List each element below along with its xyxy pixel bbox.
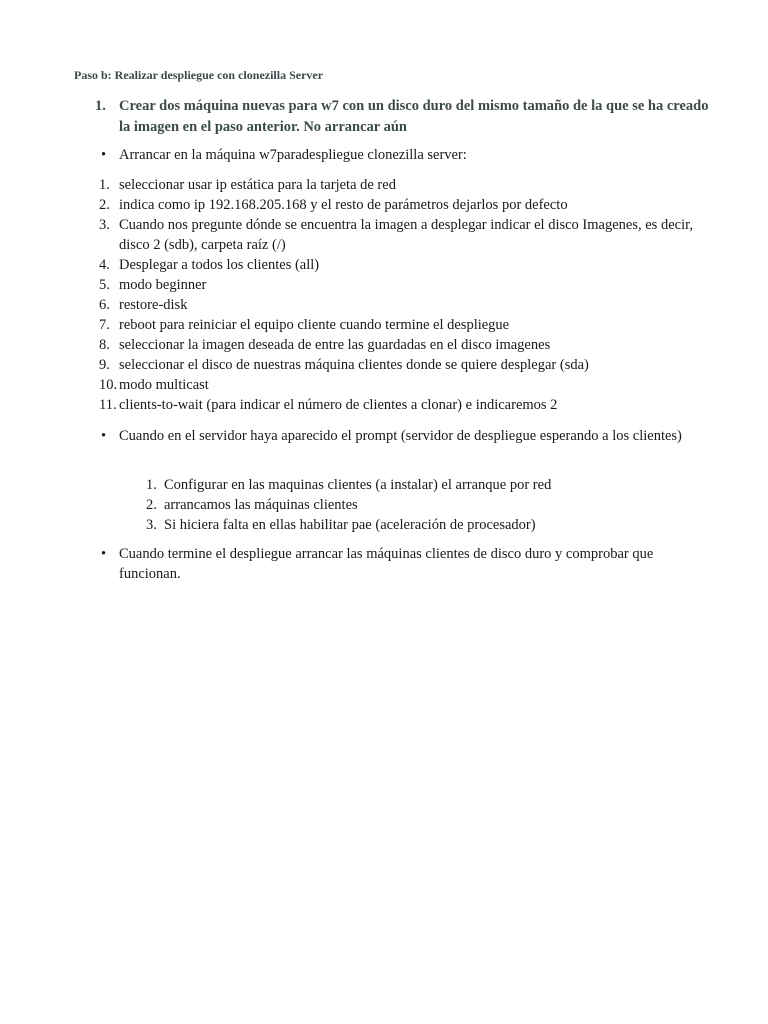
list-text: seleccionar la imagen deseada de entre las guardadas en el disco imagenes bbox=[119, 337, 551, 353]
bullet-glyph: • bbox=[101, 546, 107, 562]
list-item bbox=[99, 355, 709, 375]
list-item bbox=[99, 315, 709, 335]
list-text: clients-to-wait (para indicar el número de clientes a clonar) e indicaremos 2 bbox=[119, 397, 558, 413]
list-item bbox=[99, 275, 709, 295]
list-item bbox=[99, 295, 709, 315]
list-number: 10. bbox=[99, 377, 118, 393]
list-text: Configurar en las maquinas clientes (a instalar) el arranque por red bbox=[164, 477, 552, 493]
bullet-item bbox=[101, 145, 701, 165]
list-text: reboot para reiniciar el equipo cliente cuando termine el despliegue bbox=[119, 317, 510, 333]
list-item bbox=[99, 255, 709, 275]
list-number: 3. bbox=[146, 517, 157, 533]
list-number: 8. bbox=[99, 337, 110, 353]
list-item bbox=[99, 195, 709, 215]
list-text: arrancamos las máquinas clientes bbox=[164, 497, 358, 513]
list-item bbox=[99, 175, 709, 195]
list-number: 5. bbox=[99, 277, 110, 293]
bullet-glyph: • bbox=[101, 428, 107, 444]
list-number: 2. bbox=[146, 497, 157, 513]
steps-list bbox=[99, 175, 709, 415]
list-number: 1. bbox=[146, 477, 157, 493]
list-number: 6. bbox=[99, 297, 110, 313]
list-text: Si hiciera falta en ellas habilitar pae (aceleración de procesador) bbox=[164, 517, 536, 533]
list-text: Cuando nos pregunte dónde se encuentra la imagen a desplegar indicar el disco Imagenes, es decir, disco 2 (sdb), carpeta raíz (/) bbox=[119, 217, 693, 253]
list-number: 4. bbox=[99, 257, 110, 273]
list-number: 3. bbox=[99, 217, 110, 233]
list-item bbox=[146, 495, 706, 515]
bullet-glyph: • bbox=[101, 147, 107, 163]
bullet-item bbox=[101, 426, 701, 446]
list-item bbox=[99, 215, 709, 255]
list-number: 1. bbox=[99, 177, 110, 193]
list-number: 7. bbox=[99, 317, 110, 333]
list-item bbox=[99, 335, 709, 355]
list-text: Desplegar a todos los clientes (all) bbox=[119, 257, 320, 273]
list-item bbox=[99, 375, 709, 395]
list-item bbox=[146, 475, 706, 495]
list-text: modo beginner bbox=[119, 277, 207, 293]
list-item bbox=[146, 515, 706, 535]
bullet-text: Arrancar en la máquina w7paradespliegue clonezilla server: bbox=[119, 147, 467, 163]
step-1 bbox=[95, 96, 715, 138]
list-text: restore-disk bbox=[119, 297, 188, 313]
list-text: modo multicast bbox=[119, 377, 209, 393]
bullet-text: Cuando termine el despliegue arrancar las máquinas clientes de disco duro y comprobar que funcionan. bbox=[119, 546, 654, 582]
bullet-item bbox=[101, 544, 701, 584]
list-number: 2. bbox=[99, 197, 110, 213]
list-text: seleccionar el disco de nuestras máquina clientes donde se quiere desplegar (sda) bbox=[119, 357, 589, 373]
section-heading: Paso b: Realizar despliegue con clonezilla Server bbox=[74, 68, 324, 82]
list-number: 9. bbox=[99, 357, 110, 373]
list-number: 11. bbox=[99, 397, 117, 413]
step-1-number: 1. bbox=[95, 98, 106, 114]
list-text: seleccionar usar ip estática para la tarjeta de red bbox=[119, 177, 396, 193]
list-item bbox=[99, 395, 709, 415]
bullet-text: Cuando en el servidor haya aparecido el prompt (servidor de despliegue esperando a los clientes) bbox=[119, 428, 682, 444]
substeps-list bbox=[146, 475, 706, 535]
list-text: indica como ip 192.168.205.168 y el resto de parámetros dejarlos por defecto bbox=[119, 197, 568, 213]
step-1-text: Crear dos máquina nuevas para w7 con un disco duro del mismo tamaño de la que se ha creado la imagen en el paso anterior. No arrancar aún bbox=[119, 98, 709, 135]
